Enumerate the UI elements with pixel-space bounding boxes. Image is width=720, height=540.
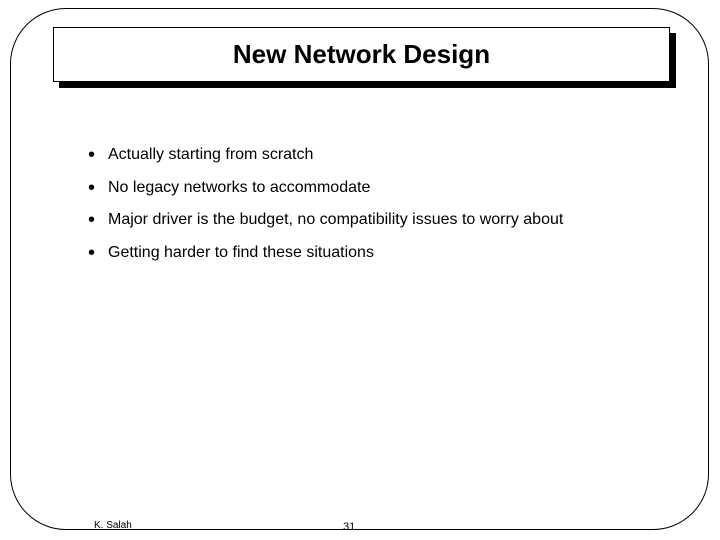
bullet-icon: • [88, 209, 96, 232]
bullet-text: No legacy networks to accommodate [108, 178, 371, 196]
bullet-text: Major driver is the budget, no compatibility issues to worry about [108, 211, 564, 229]
bullet-icon: • [88, 176, 96, 199]
bullet-text: Getting harder to find these situations [108, 243, 374, 261]
bullet-list [88, 139, 563, 269]
bullet-item [88, 139, 563, 172]
page-number: 31 [343, 521, 356, 533]
bullet-icon: • [88, 144, 96, 167]
bullet-text: Actually starting from scratch [108, 146, 314, 164]
slide-title: New Network Design [232, 39, 491, 69]
title-box [53, 27, 670, 82]
bullet-item [88, 237, 563, 270]
bullet-item [88, 172, 563, 205]
footer-author: K. Salah [94, 520, 132, 531]
bullet-item [88, 204, 563, 237]
bullet-icon: • [88, 241, 96, 264]
